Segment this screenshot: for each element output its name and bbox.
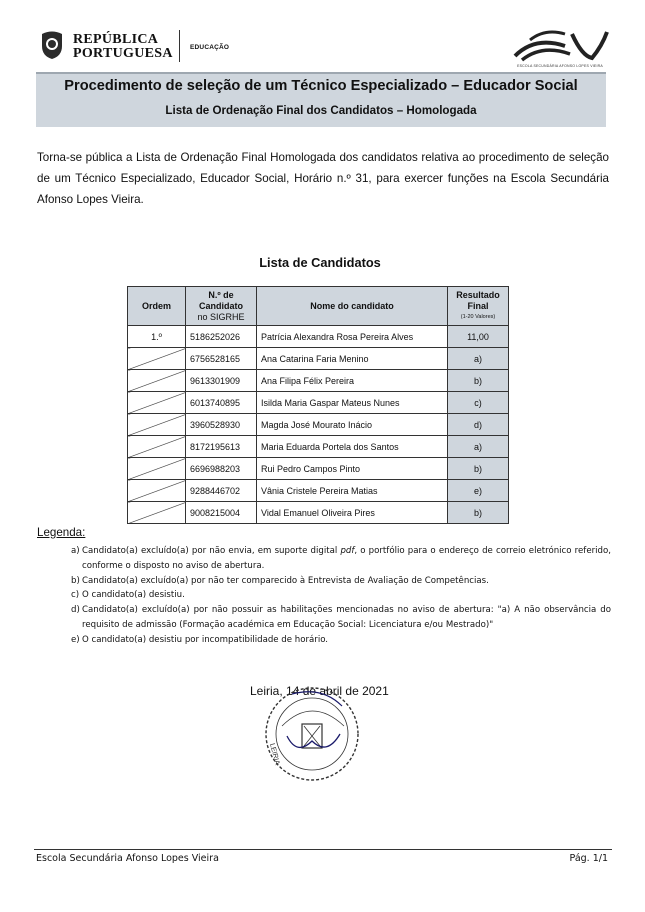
school-logo-icon [510, 26, 610, 62]
table-row [128, 370, 509, 392]
header-divider [179, 30, 180, 62]
cell-numero: 5186252026 [186, 326, 257, 348]
legend-list [71, 544, 611, 648]
cell-numero: 9288446702 [186, 480, 257, 502]
legend-item-label: d) [71, 605, 80, 616]
school-logo-caption: ESCOLA SECUNDÁRIA AFONSO LOPES VIEIRA [517, 64, 603, 68]
ministry-label: EDUCAÇÃO [190, 44, 230, 51]
cell-numero: 9613301909 [186, 370, 257, 392]
candidates-table [127, 286, 509, 524]
cell-resultado: a) [448, 348, 509, 370]
government-name: REPÚBLICA PORTUGUESA [73, 32, 173, 61]
legend-item-text: Candidato(a) excluído(a) por não possuir as habilitações mencionadas no aviso de abertura: "a) A não observância do requisito de admissão (Formação académica em Educação Social: Licenciatura e/ou Mestrado)" [82, 605, 611, 630]
legend-item-emphasis: pdf [340, 546, 355, 556]
cell-resultado: b) [448, 458, 509, 480]
legend-item-text-end: , o portfólio para o endereço de correio eletrónico referido, conforme o disposto no aviso de abertura. [82, 546, 611, 571]
legend-item-label: a) [71, 546, 80, 556]
legend-item [71, 603, 611, 633]
cell-numero: 3960528930 [186, 414, 257, 436]
header-resultado-line2: Final [467, 300, 489, 311]
cell-nome: Rui Pedro Campos Pinto [257, 458, 448, 480]
table-row [128, 436, 509, 458]
header-resultado [448, 287, 509, 326]
legend-item-text: Candidato(a) excluído(a) por não envia, em suporte digital [82, 546, 341, 556]
cell-numero: 8172195613 [186, 436, 257, 458]
document-subtitle: Lista de Ordenação Final dos Candidatos – Homologada [165, 104, 477, 117]
header-numero-line1: N.º de [208, 289, 234, 300]
cell-nome: Ana Catarina Faria Menino [257, 348, 448, 370]
footer-divider [34, 849, 612, 850]
cell-ordem [128, 502, 186, 524]
cell-nome: Vidal Emanuel Oliveira Pires [257, 502, 448, 524]
candidates-list-title: Lista de Candidatos [259, 255, 381, 270]
footer-school: Escola Secundária Afonso Lopes Vieira [36, 853, 219, 864]
table-row [128, 458, 509, 480]
intro-paragraph: Torna-se pública a Lista de Ordenação Final Homologada dos candidatos relativa ao procedimento de seleção de um Técnico Especializado, Educador Social, Horário n.º 31, para exercer funções na Escola Secundária Afonso Lopes Vieira. [37, 151, 609, 206]
cell-nome: Maria Eduarda Portela dos Santos [257, 436, 448, 458]
cell-resultado: d) [448, 414, 509, 436]
cell-numero: 6756528165 [186, 348, 257, 370]
legend-item-label: e) [71, 634, 80, 645]
table-row [128, 348, 509, 370]
header-resultado-line1: Resultado [456, 289, 500, 300]
legend-item-text: Candidato(a) excluído(a) por não ter comparecido à Entrevista de Avaliação de Competências. [82, 575, 489, 586]
cell-ordem [128, 458, 186, 480]
cell-numero: 6696988203 [186, 458, 257, 480]
legend-item-text: O candidato(a) desistiu. [82, 590, 185, 601]
header-numero [186, 287, 257, 326]
legend-title: Legenda: [37, 526, 86, 539]
legend-item [71, 544, 611, 574]
header-nome: Nome do candidato [257, 287, 448, 326]
cell-ordem [128, 370, 186, 392]
legend-item-text: O candidato(a) desistiu por incompatibilidade de horário. [82, 634, 329, 645]
cell-numero: 9008215004 [186, 502, 257, 524]
cell-resultado: b) [448, 370, 509, 392]
header-ordem: Ordem [128, 287, 186, 326]
official-stamp-icon [252, 686, 382, 786]
header-resultado-scale: (1-20 Valores) [460, 313, 496, 320]
table-header-row [128, 287, 509, 326]
legend-item-label: b) [71, 575, 80, 586]
document-title: Procedimento de seleção de um Técnico Especializado – Educador Social [64, 78, 578, 94]
cell-resultado: b) [448, 502, 509, 524]
header-numero-line2: Candidato [199, 300, 243, 311]
header-numero-line3: no SIGRHE [197, 311, 245, 322]
table-row [128, 480, 509, 502]
cell-ordem [128, 414, 186, 436]
cell-ordem [128, 436, 186, 458]
cell-nome: Patrícia Alexandra Rosa Pereira Alves [257, 326, 448, 348]
cell-ordem [128, 392, 186, 414]
cell-nome: Vânia Cristele Pereira Matias [257, 480, 448, 502]
cell-resultado: 11,00 [448, 326, 509, 348]
cell-resultado: a) [448, 436, 509, 458]
cell-ordem [128, 348, 186, 370]
cell-nome: Isilda Maria Gaspar Mateus Nunes [257, 392, 448, 414]
legend-item [71, 633, 611, 648]
cell-nome: Ana Filipa Félix Pereira [257, 370, 448, 392]
table-row [128, 502, 509, 524]
legend-item [71, 574, 611, 589]
table-row [128, 414, 509, 436]
footer-page-number: Pág. 1/1 [569, 853, 608, 864]
cell-numero: 6013740895 [186, 392, 257, 414]
stamp-side-text: LEIRIA [268, 742, 281, 766]
republic-emblem-icon [40, 30, 64, 60]
table-row [128, 326, 509, 348]
legend-item-label: c) [71, 590, 80, 601]
legend-item [71, 588, 611, 603]
table-row [128, 392, 509, 414]
cell-ordem [128, 480, 186, 502]
cell-ordem: 1.º [128, 326, 186, 348]
cell-nome: Magda José Mourato Inácio [257, 414, 448, 436]
document-date: Leiria, 14 de abril de 2021 [250, 684, 389, 698]
cell-resultado: e) [448, 480, 509, 502]
cell-resultado: c) [448, 392, 509, 414]
